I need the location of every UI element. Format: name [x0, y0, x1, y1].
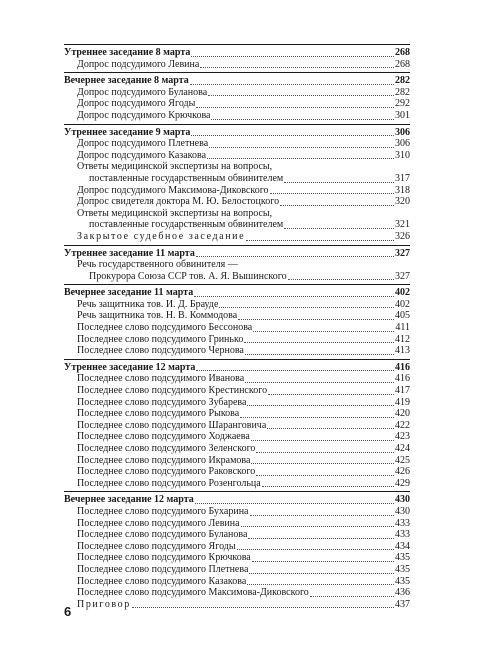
entry-line: Последнее слово подсудимого Розенгольца [77, 477, 261, 489]
leader-dots [244, 341, 394, 343]
entry-title [64, 385, 267, 397]
leader-dots [253, 330, 394, 332]
leader-dots [219, 306, 394, 308]
entry-line: Закрытое судебное заседание [77, 230, 246, 242]
leader-dots [288, 278, 394, 280]
entry-line: Последнее слово подсудимого Раковского [77, 466, 256, 478]
section-heading [64, 248, 410, 260]
leader-dots [190, 83, 394, 85]
toc-section [64, 359, 410, 492]
entry-line: Ответы медицинской экспертизы на вопросы, [77, 161, 273, 173]
entry-line: Последнее слово подсудимого Плетнева [77, 563, 249, 575]
entry-title [64, 397, 246, 409]
entry-title [64, 196, 279, 208]
section-page: 306 [395, 126, 410, 138]
entry-page: 268 [395, 58, 410, 70]
entry-title [64, 110, 210, 122]
entry-title [64, 541, 236, 553]
toc-entry [64, 506, 410, 518]
leader-dots [262, 485, 394, 487]
entry-line: Допрос подсудимого Плетнева [77, 138, 209, 150]
entry-line: Последнее слово подсудимого Казакова [77, 575, 247, 587]
leader-dots [200, 66, 394, 68]
entry-title [64, 529, 247, 541]
entry-line: Допрос подсудимого Ягоды [77, 98, 196, 110]
leader-dots [252, 560, 394, 562]
entry-page: 429 [395, 477, 410, 489]
leader-dots [251, 439, 394, 441]
leader-dots [284, 227, 394, 229]
leader-dots [196, 255, 394, 257]
table-of-contents [64, 44, 410, 612]
entry-title [64, 345, 244, 357]
entry-title [64, 334, 243, 346]
entry-line: Последнее слово подсудимого Иванова [77, 373, 245, 385]
toc-entry [64, 420, 410, 432]
entry-page: 413 [395, 345, 410, 357]
leader-dots [240, 416, 394, 418]
entry-title [64, 599, 131, 611]
entry-title [64, 443, 255, 455]
leader-dots [310, 595, 394, 597]
section-page: 268 [395, 47, 410, 58]
entry-page: 416 [395, 373, 410, 385]
entry-page: 425 [395, 454, 410, 466]
entry-line: Приговор [77, 598, 131, 610]
section-title: Вечернее заседание 11 марта [64, 287, 194, 299]
entry-page: 402 [395, 298, 410, 310]
leader-dots [245, 381, 394, 383]
toc-entry [64, 397, 410, 409]
toc-section [64, 44, 410, 72]
section-heading [64, 127, 410, 139]
entry-line: Речь защитника тов. Н. В. Коммодова [77, 310, 238, 322]
entry-line: Последнее слово подсудимого Ходжаева [77, 431, 250, 443]
entry-line: Последнее слово подсудимого Буланова [77, 529, 248, 541]
entry-page: 426 [395, 466, 410, 478]
entry-title [64, 420, 266, 432]
toc-entry [64, 161, 410, 184]
section-heading [64, 362, 410, 374]
entry-title [64, 150, 206, 162]
leader-dots [191, 55, 394, 57]
section-heading [64, 47, 410, 59]
section-page: 282 [395, 75, 410, 87]
toc-entry [64, 599, 410, 611]
leader-dots [195, 502, 394, 504]
leader-dots [256, 451, 394, 453]
entry-line: Последнее слово подсудимого Крючкова [77, 552, 251, 564]
toc-entry [64, 345, 410, 357]
entry-page: 326 [395, 230, 410, 242]
entry-title [64, 259, 287, 282]
leader-dots [208, 94, 394, 96]
toc-section [64, 72, 410, 123]
entry-line: Речь государственного обвинителя — [77, 259, 238, 271]
section-title: Утреннее заседание 9 марта [64, 126, 191, 138]
entry-title [64, 161, 283, 184]
entry-page: 423 [395, 431, 410, 443]
entry-line: Последнее слово подсудимого Бухарина [77, 505, 249, 517]
leader-dots [270, 192, 394, 194]
entry-title [64, 185, 269, 197]
section-title: Вечернее заседание 8 марта [64, 75, 189, 87]
page-number: 6 [64, 604, 72, 619]
entry-line: Допрос подсудимого Крючкова [77, 109, 211, 121]
entry-page: 434 [395, 540, 410, 552]
entry-page: 292 [395, 98, 410, 110]
leader-dots [280, 204, 394, 206]
leader-dots [132, 606, 394, 608]
leader-dots [251, 462, 394, 464]
entry-page: 282 [395, 86, 410, 98]
toc-entry [64, 529, 410, 541]
toc-entry [64, 98, 410, 110]
entry-line: Последнее слово подсудимого Зеленского [77, 443, 256, 454]
leader-dots [256, 474, 394, 476]
entry-page: 405 [395, 310, 410, 322]
entry-page: 424 [395, 443, 410, 454]
leader-dots [238, 318, 394, 320]
entry-title [64, 431, 250, 443]
entry-page: 310 [395, 149, 410, 161]
toc-entry [64, 455, 410, 467]
entry-title [64, 576, 246, 588]
leader-dots [284, 181, 394, 183]
entry-line: Последнее слово подсудимого Максимова-Диковского [77, 587, 309, 599]
toc-entry [64, 408, 410, 420]
toc-entry [64, 443, 410, 455]
entry-page: 327 [395, 270, 410, 282]
toc-entry [64, 59, 410, 71]
entry-page: 419 [395, 396, 410, 408]
toc-entry [64, 150, 410, 162]
entry-title [64, 373, 244, 385]
entry-line: Последнее слово подсудимого Рыкова [77, 408, 240, 420]
entry-line: Допрос подсудимого Максимова-Диковского [77, 184, 269, 196]
toc-entry [64, 541, 410, 553]
leader-dots [196, 106, 394, 108]
entry-title [64, 138, 208, 150]
entry-page: 430 [395, 505, 410, 517]
entry-line: Последнее слово подсудимого Бессонова [77, 322, 253, 334]
toc-section [64, 245, 410, 285]
toc-entry [64, 518, 410, 530]
toc-entry [64, 231, 410, 243]
leader-dots [247, 404, 394, 406]
toc-entry [64, 373, 410, 385]
leader-dots [267, 427, 394, 429]
leader-dots [237, 548, 394, 550]
leader-dots [268, 393, 394, 395]
entry-title [64, 552, 251, 564]
section-page: 430 [395, 494, 410, 506]
toc-entry [64, 185, 410, 197]
entry-line: Последнее слово подсудимого Икрамова [77, 454, 251, 466]
entry-page: 435 [395, 575, 410, 587]
entry-title [64, 518, 240, 530]
section-page: 327 [395, 247, 410, 259]
entry-title [64, 587, 309, 599]
entry-page: 320 [395, 196, 410, 208]
leader-dots [209, 146, 394, 148]
entry-title [64, 564, 248, 576]
entry-title [64, 299, 218, 311]
entry-line: Последнее слово подсудимого Зубарева [77, 396, 247, 408]
leader-dots [245, 353, 394, 355]
toc-entry [64, 322, 410, 334]
entry-page: 435 [395, 563, 410, 575]
entry-line: Последнее слово подсудимого Левина [77, 517, 240, 529]
entry-page: 437 [395, 598, 410, 610]
toc-entry [64, 299, 410, 311]
leader-dots [207, 157, 394, 159]
entry-page: 422 [395, 419, 410, 431]
toc-entry [64, 196, 410, 208]
toc-entry [64, 564, 410, 576]
section-heading [64, 494, 410, 506]
toc-section [64, 124, 410, 245]
entry-line: Речь защитника тов. И. Д. Брауде [77, 298, 219, 310]
entry-line: Последнее слово подсудимого Чернова [77, 345, 244, 357]
toc-section [64, 284, 410, 359]
leader-dots [196, 369, 394, 371]
entry-title [64, 408, 239, 420]
section-title: Утреннее заседание 11 марта [64, 247, 195, 259]
entry-line: Допрос свидетеля доктора М. Ю. Белостоцкого [77, 196, 280, 208]
leader-dots [249, 572, 394, 574]
entry-title [64, 231, 245, 243]
entry-page: 433 [395, 529, 410, 541]
toc-entry [64, 259, 410, 282]
leader-dots [248, 537, 394, 539]
entry-title [64, 310, 237, 322]
entry-line: Последнее слово подсудимого Шаранговича [77, 419, 267, 431]
toc-entry [64, 431, 410, 443]
toc-entry [64, 552, 410, 564]
entry-title [64, 455, 250, 467]
leader-dots [194, 295, 394, 297]
entry-line: Прокурора Союза ССР тов. А. Я. Вышинского [89, 270, 287, 282]
entry-title [64, 506, 249, 518]
section-heading [64, 75, 410, 87]
entry-title [64, 478, 261, 490]
toc-entry [64, 385, 410, 397]
entry-page: 306 [395, 138, 410, 150]
entry-line: Допрос подсудимого Левина [77, 58, 200, 70]
leader-dots [211, 118, 394, 120]
entry-page: 435 [395, 552, 410, 564]
leader-dots [250, 514, 395, 516]
entry-line: поставленные государственным обвинителем [89, 172, 284, 184]
toc-entry [64, 310, 410, 322]
entry-title [64, 466, 255, 478]
toc-entry [64, 334, 410, 346]
entry-line: Последнее слово подсудимого Ягоды [77, 540, 236, 552]
section-title: Утреннее заседание 12 марта [64, 361, 196, 373]
entry-line: Допрос подсудимого Буланова [77, 86, 208, 98]
entry-page: 317 [395, 172, 410, 184]
entry-page: 433 [395, 517, 410, 529]
entry-line: поставленные государственным обвинителем [89, 219, 284, 231]
entry-page: 318 [395, 184, 410, 196]
entry-page: 412 [395, 333, 410, 345]
entry-page: 436 [395, 587, 410, 599]
leader-dots [247, 583, 394, 585]
entry-line: Последнее слово подсудимого Гринько [77, 333, 244, 345]
entry-line: Последнее слово подсудимого Крестинского [77, 385, 268, 397]
toc-entry [64, 208, 410, 231]
entry-title [64, 98, 195, 110]
toc-entry [64, 87, 410, 99]
entry-title [64, 322, 252, 334]
leader-dots [241, 525, 394, 527]
entry-line: Ответы медицинской экспертизы на вопросы, [77, 207, 273, 219]
entry-line: Допрос подсудимого Казакова [77, 149, 207, 161]
toc-entry [64, 466, 410, 478]
leader-dots [246, 239, 394, 241]
toc-entry [64, 478, 410, 490]
toc-entry [64, 576, 410, 588]
entry-page: 411 [395, 322, 410, 334]
entry-page: 417 [395, 385, 410, 397]
entry-page: 321 [395, 219, 410, 231]
section-page: 416 [395, 361, 410, 373]
entry-title [64, 87, 207, 99]
toc-entry [64, 587, 410, 599]
toc-section [64, 491, 410, 612]
section-page: 402 [395, 287, 410, 299]
section-title: Утреннее заседание 8 марта [64, 47, 191, 58]
entry-page: 420 [395, 408, 410, 420]
toc-entry [64, 138, 410, 150]
entry-title [64, 208, 283, 231]
entry-page: 301 [395, 109, 410, 121]
section-title: Вечернее заседание 12 марта [64, 494, 194, 506]
toc-entry [64, 110, 410, 122]
entry-title [64, 59, 199, 71]
section-heading [64, 287, 410, 299]
leader-dots [191, 134, 394, 136]
